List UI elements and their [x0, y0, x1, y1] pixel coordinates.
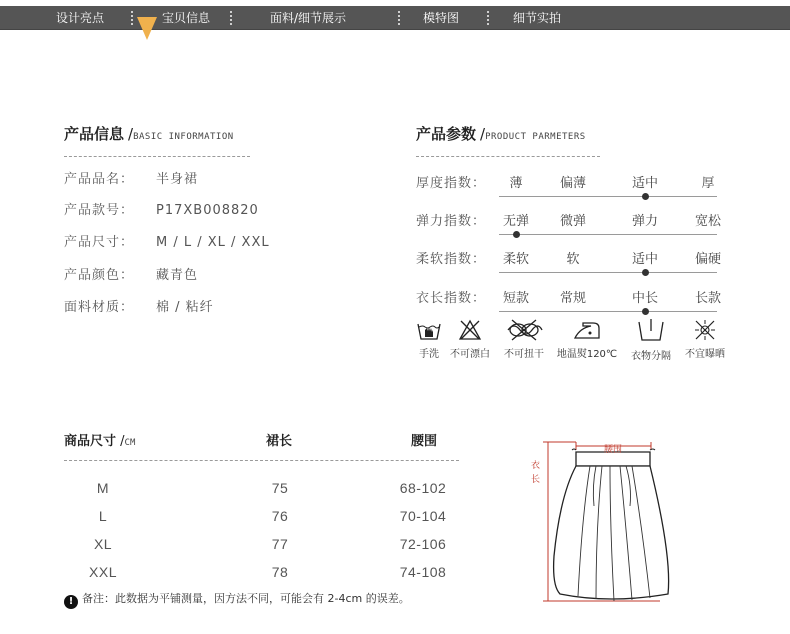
- param-option: 厚: [701, 176, 715, 191]
- param-scale-line: [499, 196, 717, 197]
- info-label: 产品尺寸：: [64, 235, 135, 250]
- param-selected-dot: [642, 269, 649, 276]
- param-option: 适中: [631, 176, 658, 191]
- info-label: 产品品名：: [64, 172, 135, 187]
- size-cell-length: 77: [271, 536, 289, 552]
- care-label: 不可漂白: [450, 349, 490, 360]
- info-label: 面料材质：: [64, 300, 135, 315]
- param-option: 软: [566, 252, 580, 267]
- nav-tab-detail-photos[interactable]: 细节实拍: [513, 11, 562, 25]
- product-params-subtitle: PRODUCT PARMETERS: [485, 132, 586, 142]
- active-tab-pointer: [137, 17, 157, 40]
- size-cell-length: 75: [271, 480, 289, 496]
- hand-wash-icon: [416, 318, 442, 342]
- info-row-style-number: [64, 199, 259, 218]
- nav-separator: [230, 11, 232, 25]
- size-cell-size: L: [98, 508, 108, 524]
- param-option: 偏薄: [559, 176, 586, 191]
- waist-label: 腰围: [604, 445, 623, 455]
- param-selected-dot: [642, 308, 649, 315]
- param-selected-dot: [513, 231, 520, 238]
- product-info-heading: 产品信息: [64, 125, 125, 143]
- nav-tab-model-photos[interactable]: 模特图: [423, 11, 460, 25]
- nav-separator: [398, 11, 400, 25]
- size-table-header-waist: 腰围: [411, 434, 438, 449]
- nav-tab-design-highlights[interactable]: 设计亮点: [56, 11, 105, 25]
- size-header-unit: CM: [124, 438, 136, 448]
- size-table-divider: [64, 460, 459, 461]
- care-no-wring: [500, 318, 548, 360]
- info-value: 藏青色: [156, 268, 199, 283]
- param-label: 衣长指数：: [416, 291, 487, 306]
- care-label: 衣物分隔: [631, 351, 671, 362]
- product-params-divider: [416, 156, 600, 157]
- note-text: 备注：此数据为平铺测量，因方法不同，可能会有 2-4cm 的误差。: [82, 592, 410, 605]
- param-option: 适中: [631, 252, 658, 267]
- product-info-divider: [64, 156, 250, 157]
- nav-bar: [0, 6, 790, 30]
- info-row-material: [64, 296, 214, 315]
- param-label: 柔软指数：: [416, 252, 487, 267]
- param-label: 厚度指数：: [416, 176, 487, 191]
- info-row-name: [64, 168, 198, 187]
- nav-separator: [131, 11, 133, 25]
- size-cell-length: 78: [271, 564, 289, 580]
- info-row-color: [64, 264, 198, 283]
- nav-separator: [487, 11, 489, 25]
- no-sun-icon: [693, 318, 717, 342]
- care-no-sun: [680, 318, 730, 360]
- info-value: 半身裙: [156, 172, 199, 187]
- product-params-heading: 产品参数: [416, 125, 477, 143]
- size-cell-waist: 74-108: [399, 564, 447, 580]
- param-option: 宽松: [694, 214, 721, 229]
- param-option: 长款: [694, 291, 721, 306]
- care-hand-wash: [414, 318, 444, 360]
- info-label: 产品颜色：: [64, 268, 135, 283]
- care-low-iron: [554, 318, 620, 360]
- care-label: 不宜曝晒: [685, 349, 725, 360]
- param-scale-line: [499, 272, 717, 273]
- param-option: 中长: [631, 291, 658, 306]
- no-bleach-icon: [458, 318, 482, 342]
- nav-tab-product-info[interactable]: 宝贝信息: [162, 11, 211, 25]
- size-cell-size: XXL: [89, 564, 117, 580]
- size-header-label: 商品尺寸: [64, 434, 117, 449]
- size-cell-waist: 68-102: [399, 480, 447, 496]
- param-option: 常规: [559, 291, 586, 306]
- info-value: 棉 / 粘纤: [156, 300, 214, 315]
- size-cell-size: XL: [93, 536, 113, 552]
- measurement-note: [64, 590, 410, 609]
- param-option: 偏硬: [694, 252, 721, 267]
- nav-tab-fabric-details[interactable]: 面料/细节展示: [270, 11, 347, 25]
- param-option: 薄: [509, 176, 523, 191]
- info-value: P17XB008820: [156, 203, 259, 218]
- size-cell-length: 76: [271, 508, 289, 524]
- low-iron-icon: [572, 318, 602, 342]
- care-label: 不可扭干: [504, 349, 544, 360]
- param-scale-line: [499, 311, 717, 312]
- care-no-bleach: [446, 318, 494, 360]
- size-table-header-length: 裙长: [266, 434, 293, 449]
- product-info-title: 产品信息 /BASIC INFORMATION: [64, 125, 234, 143]
- length-label-1: 衣: [531, 461, 541, 471]
- length-label-2: 长: [531, 475, 541, 485]
- care-label: 手洗: [419, 349, 439, 360]
- param-option: 短款: [502, 291, 529, 306]
- param-selected-dot: [642, 193, 649, 200]
- separate-wash-icon: [636, 318, 666, 344]
- no-wring-icon: [504, 318, 544, 342]
- size-cell-size: M: [96, 480, 110, 496]
- product-params-title: 产品参数 /PRODUCT PARMETERS: [416, 125, 586, 143]
- param-option: 弹力: [631, 214, 658, 229]
- warning-icon: !: [64, 595, 78, 609]
- care-label: 地温熨120℃: [556, 349, 618, 360]
- param-scale-line: [499, 234, 717, 235]
- info-row-sizes: [64, 231, 270, 250]
- param-option: 无弹: [502, 214, 529, 229]
- param-label: 弹力指数：: [416, 214, 487, 229]
- size-cell-waist: 70-104: [399, 508, 447, 524]
- param-option: 柔软: [502, 252, 529, 267]
- skirt-diagram: [540, 436, 670, 608]
- product-info-subtitle: BASIC INFORMATION: [133, 132, 234, 142]
- care-separate-wash: [624, 318, 678, 362]
- param-option: 微弹: [559, 214, 586, 229]
- info-value: M / L / XL / XXL: [156, 235, 270, 250]
- size-cell-waist: 72-106: [399, 536, 447, 552]
- info-label: 产品款号：: [64, 203, 135, 218]
- size-table-header-size: 商品尺寸 /CM: [64, 434, 136, 449]
